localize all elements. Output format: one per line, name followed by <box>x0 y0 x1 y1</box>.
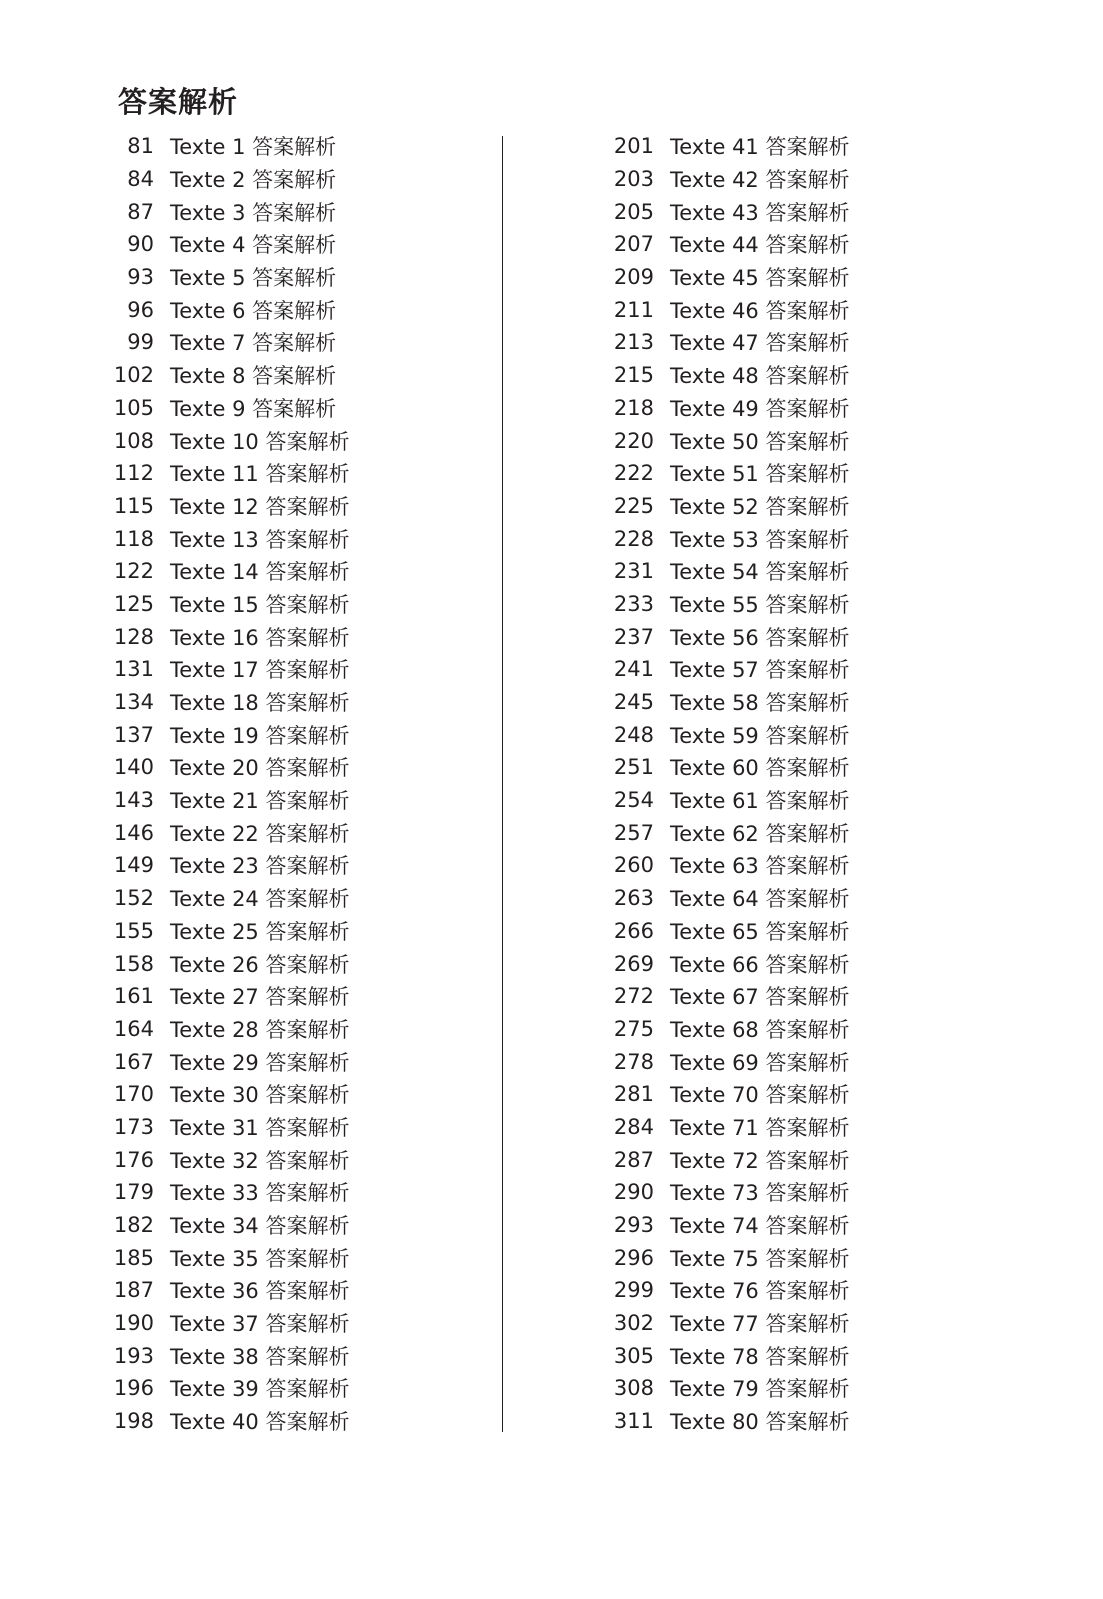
toc-left-column <box>112 130 412 1438</box>
toc-page-number: 131 <box>113 657 154 682</box>
toc-entry-label: Texte 46 答案解析 <box>670 298 850 323</box>
toc-entry-label: Texte 51 答案解析 <box>670 462 850 487</box>
toc-entry[interactable] <box>612 915 912 948</box>
toc-entry[interactable] <box>612 163 912 196</box>
toc-page-number: 128 <box>113 624 154 649</box>
toc-entry-label: Texte 72 答案解析 <box>670 1148 850 1173</box>
toc-page-number: 254 <box>613 788 654 813</box>
toc-entry[interactable] <box>612 555 912 588</box>
toc-entry[interactable] <box>112 1176 412 1209</box>
toc-entry[interactable] <box>112 130 412 163</box>
toc-entry-label: Texte 8 答案解析 <box>170 364 337 389</box>
toc-right-column <box>612 130 912 1438</box>
toc-page-number: 90 <box>127 232 154 257</box>
toc-entry-label: Texte 71 答案解析 <box>670 1115 850 1140</box>
toc-entry-label: Texte 55 答案解析 <box>670 592 850 617</box>
toc-entry-label: Texte 25 答案解析 <box>170 919 350 944</box>
toc-page-number: 158 <box>113 951 154 976</box>
toc-entry-label: Texte 64 答案解析 <box>670 887 850 912</box>
toc-page-number: 149 <box>113 853 154 878</box>
toc-page-number: 81 <box>127 134 154 159</box>
toc-entry-label: Texte 6 答案解析 <box>170 298 337 323</box>
toc-entry-label: Texte 7 答案解析 <box>170 331 337 356</box>
toc-entry-label: Texte 30 答案解析 <box>170 1083 350 1108</box>
toc-page-number: 228 <box>613 526 654 551</box>
toc-entry-label: Texte 39 答案解析 <box>170 1377 350 1402</box>
toc-entry-label: Texte 70 答案解析 <box>670 1083 850 1108</box>
toc-entry-label: Texte 10 答案解析 <box>170 429 350 454</box>
toc-page-number: 263 <box>613 886 654 911</box>
toc-entry-label: Texte 35 答案解析 <box>170 1246 350 1271</box>
toc-page-number: 269 <box>613 951 654 976</box>
toc-entry[interactable] <box>612 784 912 817</box>
toc-page-number: 241 <box>613 657 654 682</box>
toc-entry-label: Texte 9 答案解析 <box>170 396 337 421</box>
toc-entry-label: Texte 26 答案解析 <box>170 952 350 977</box>
toc-entry-label: Texte 69 答案解析 <box>670 1050 850 1075</box>
toc-entry[interactable] <box>612 424 912 457</box>
toc-entry-label: Texte 27 答案解析 <box>170 985 350 1010</box>
toc-entry[interactable] <box>112 1078 412 1111</box>
toc-entry-label: Texte 21 答案解析 <box>170 789 350 814</box>
toc-page-number: 115 <box>113 493 154 518</box>
toc-page-number: 108 <box>113 428 154 453</box>
toc-entry-label: Texte 80 答案解析 <box>670 1410 850 1435</box>
toc-entry[interactable] <box>112 555 412 588</box>
toc-entry-label: Texte 49 答案解析 <box>670 396 850 421</box>
toc-page-number: 218 <box>613 395 654 420</box>
toc-entry-label: Texte 63 答案解析 <box>670 854 850 879</box>
toc-entry[interactable] <box>612 392 912 425</box>
toc-entry-label: Texte 37 答案解析 <box>170 1312 350 1337</box>
toc-entry-label: Texte 48 答案解析 <box>670 364 850 389</box>
toc-entry[interactable] <box>612 588 912 621</box>
toc-entry-label: Texte 13 答案解析 <box>170 527 350 552</box>
toc-entry-label: Texte 22 答案解析 <box>170 821 350 846</box>
column-divider <box>502 136 503 1432</box>
toc-entry-label: Texte 12 答案解析 <box>170 494 350 519</box>
toc-entry[interactable] <box>112 1143 412 1176</box>
toc-entry[interactable] <box>112 490 412 523</box>
toc-entry-label: Texte 45 答案解析 <box>670 266 850 291</box>
toc-entry[interactable] <box>612 882 912 915</box>
toc-entry-label: Texte 23 答案解析 <box>170 854 350 879</box>
toc-entry-label: Texte 2 答案解析 <box>170 168 337 193</box>
toc-entry-label: Texte 52 答案解析 <box>670 494 850 519</box>
toc-page-number: 122 <box>113 559 154 584</box>
toc-entry-label: Texte 11 答案解析 <box>170 462 350 487</box>
toc-page-number: 176 <box>113 1147 154 1172</box>
toc-page-number: 161 <box>113 984 154 1009</box>
toc-entry[interactable] <box>612 1078 912 1111</box>
toc-entry[interactable] <box>112 882 412 915</box>
toc-entry[interactable] <box>112 1372 412 1405</box>
toc-entry[interactable] <box>612 849 912 882</box>
toc-page-number: 152 <box>113 886 154 911</box>
toc-entry-label: Texte 76 答案解析 <box>670 1279 850 1304</box>
toc-entry[interactable] <box>612 751 912 784</box>
toc-entry[interactable] <box>112 1013 412 1046</box>
toc-entry-label: Texte 15 答案解析 <box>170 592 350 617</box>
toc-page-number: 84 <box>127 167 154 192</box>
toc-page-number: 302 <box>613 1311 654 1336</box>
toc-page-number: 134 <box>113 690 154 715</box>
toc-page-number: 220 <box>613 428 654 453</box>
toc-entry[interactable] <box>112 228 412 261</box>
toc-page-number: 198 <box>113 1409 154 1434</box>
toc-entry-label: Texte 47 答案解析 <box>670 331 850 356</box>
toc-page-number: 143 <box>113 788 154 813</box>
toc-page-number: 305 <box>613 1343 654 1368</box>
toc-entry[interactable] <box>612 457 912 490</box>
toc-entry-label: Texte 50 答案解析 <box>670 429 850 454</box>
toc-entry-label: Texte 33 答案解析 <box>170 1181 350 1206</box>
toc-page-number: 257 <box>613 820 654 845</box>
toc-entry[interactable] <box>612 1405 912 1438</box>
toc-entry[interactable] <box>112 588 412 621</box>
toc-entry-label: Texte 17 答案解析 <box>170 658 350 683</box>
toc-entry[interactable] <box>112 784 412 817</box>
toc-entry[interactable] <box>612 1209 912 1242</box>
toc-page-number: 211 <box>613 297 654 322</box>
toc-page-number: 245 <box>613 690 654 715</box>
toc-page-number: 272 <box>613 984 654 1009</box>
toc-entry[interactable] <box>612 1045 912 1078</box>
toc-entry-label: Texte 79 答案解析 <box>670 1377 850 1402</box>
toc-entry[interactable] <box>612 1111 912 1144</box>
toc-entry-label: Texte 60 答案解析 <box>670 756 850 781</box>
toc-page-number: 308 <box>613 1376 654 1401</box>
toc-entry-label: Texte 19 答案解析 <box>170 723 350 748</box>
toc-entry[interactable] <box>112 326 412 359</box>
toc-entry[interactable] <box>612 1013 912 1046</box>
toc-entry[interactable] <box>612 1274 912 1307</box>
toc-entry[interactable] <box>612 1307 912 1340</box>
toc-page-number: 155 <box>113 918 154 943</box>
toc-page-number: 266 <box>613 918 654 943</box>
toc-page-number: 281 <box>613 1082 654 1107</box>
toc-page-number: 167 <box>113 1049 154 1074</box>
toc-entry[interactable] <box>112 195 412 228</box>
toc-entry-label: Texte 59 答案解析 <box>670 723 850 748</box>
toc-page-number: 146 <box>113 820 154 845</box>
toc-entry[interactable] <box>612 1176 912 1209</box>
toc-entry-label: Texte 43 答案解析 <box>670 200 850 225</box>
toc-entry[interactable] <box>112 849 412 882</box>
toc-entry-label: Texte 1 答案解析 <box>170 135 337 160</box>
toc-entry-label: Texte 32 答案解析 <box>170 1148 350 1173</box>
toc-entry[interactable] <box>612 1339 912 1372</box>
toc-page-number: 275 <box>613 1016 654 1041</box>
toc-entry[interactable] <box>612 620 912 653</box>
toc-page-number: 105 <box>113 395 154 420</box>
toc-entry[interactable] <box>112 1209 412 1242</box>
toc-page-number: 287 <box>613 1147 654 1172</box>
toc-entry[interactable] <box>112 1111 412 1144</box>
toc-entry[interactable] <box>112 1241 412 1274</box>
toc-entry[interactable] <box>612 653 912 686</box>
toc-page-number: 118 <box>113 526 154 551</box>
toc-entry[interactable] <box>112 1045 412 1078</box>
toc-entry-label: Texte 68 答案解析 <box>670 1017 850 1042</box>
toc-page-number: 196 <box>113 1376 154 1401</box>
toc-entry[interactable] <box>612 195 912 228</box>
toc-entry-label: Texte 57 答案解析 <box>670 658 850 683</box>
toc-entry-label: Texte 54 答案解析 <box>670 560 850 585</box>
toc-entry[interactable] <box>612 228 912 261</box>
toc-entry-label: Texte 67 答案解析 <box>670 985 850 1010</box>
toc-entry-label: Texte 44 答案解析 <box>670 233 850 258</box>
toc-page-number: 112 <box>113 461 154 486</box>
toc-entry[interactable] <box>112 653 412 686</box>
toc-page-number: 203 <box>613 167 654 192</box>
toc-page-number: 293 <box>613 1213 654 1238</box>
toc-entry-label: Texte 41 答案解析 <box>670 135 850 160</box>
toc-page-number: 179 <box>113 1180 154 1205</box>
toc-page-number: 311 <box>613 1409 654 1434</box>
toc-page-number: 233 <box>613 591 654 616</box>
toc-page-number: 185 <box>113 1245 154 1270</box>
toc-page-number: 222 <box>613 461 654 486</box>
toc-page-number: 173 <box>113 1114 154 1139</box>
toc-page-number: 248 <box>613 722 654 747</box>
toc-entry[interactable] <box>612 816 912 849</box>
toc-entry[interactable] <box>112 718 412 751</box>
toc-page-number: 251 <box>613 755 654 780</box>
toc-entry-label: Texte 29 答案解析 <box>170 1050 350 1075</box>
toc-entry-label: Texte 24 答案解析 <box>170 887 350 912</box>
toc-entry[interactable] <box>612 522 912 555</box>
toc-page-number: 93 <box>127 265 154 290</box>
toc-page-number: 190 <box>113 1311 154 1336</box>
toc-entry[interactable] <box>112 1307 412 1340</box>
toc-entry[interactable] <box>612 490 912 523</box>
toc-page-number: 296 <box>613 1245 654 1270</box>
toc-page-number: 231 <box>613 559 654 584</box>
toc-entry-label: Texte 5 答案解析 <box>170 266 337 291</box>
toc-entry-label: Texte 74 答案解析 <box>670 1214 850 1239</box>
toc-entry[interactable] <box>112 620 412 653</box>
toc-page-number: 170 <box>113 1082 154 1107</box>
toc-entry-label: Texte 14 答案解析 <box>170 560 350 585</box>
toc-entry[interactable] <box>112 980 412 1013</box>
toc-page-number: 137 <box>113 722 154 747</box>
toc-entry[interactable] <box>112 751 412 784</box>
toc-entry[interactable] <box>112 359 412 392</box>
toc-entry[interactable] <box>112 261 412 294</box>
toc-entry-label: Texte 58 答案解析 <box>670 691 850 716</box>
toc-entry[interactable] <box>612 947 912 980</box>
toc-page-number: 205 <box>613 199 654 224</box>
toc-entry-label: Texte 20 答案解析 <box>170 756 350 781</box>
toc-entry[interactable] <box>612 1143 912 1176</box>
toc-entry-label: Texte 77 答案解析 <box>670 1312 850 1337</box>
toc-entry[interactable] <box>112 1274 412 1307</box>
toc-entry[interactable] <box>112 686 412 719</box>
toc-page-number: 164 <box>113 1016 154 1041</box>
toc-page-number: 215 <box>613 363 654 388</box>
toc-page-number: 125 <box>113 591 154 616</box>
toc-page-number: 278 <box>613 1049 654 1074</box>
toc-page-number: 140 <box>113 755 154 780</box>
page-title: 答案解析 <box>118 85 239 119</box>
toc-entry[interactable] <box>612 686 912 719</box>
toc-page-number: 225 <box>613 493 654 518</box>
toc-entry[interactable] <box>612 293 912 326</box>
toc-page-number: 193 <box>113 1343 154 1368</box>
toc-entry[interactable] <box>112 293 412 326</box>
toc-entry-label: Texte 31 答案解析 <box>170 1115 350 1140</box>
toc-page-number: 284 <box>613 1114 654 1139</box>
toc-entry[interactable] <box>112 1405 412 1438</box>
toc-entry-label: Texte 36 答案解析 <box>170 1279 350 1304</box>
toc-page-number: 213 <box>613 330 654 355</box>
toc-entry-label: Texte 78 答案解析 <box>670 1344 850 1369</box>
toc-page-number: 207 <box>613 232 654 257</box>
toc-page-number: 87 <box>127 199 154 224</box>
toc-page-number: 102 <box>113 363 154 388</box>
toc-page-number: 299 <box>613 1278 654 1303</box>
toc-entry[interactable] <box>612 130 912 163</box>
toc-entry[interactable] <box>112 392 412 425</box>
toc-entry-label: Texte 38 答案解析 <box>170 1344 350 1369</box>
toc-entry-label: Texte 62 答案解析 <box>670 821 850 846</box>
toc-entry-label: Texte 75 答案解析 <box>670 1246 850 1271</box>
toc-entry-label: Texte 16 答案解析 <box>170 625 350 650</box>
toc-page-number: 209 <box>613 265 654 290</box>
toc-entry-label: Texte 28 答案解析 <box>170 1017 350 1042</box>
toc-entry[interactable] <box>112 947 412 980</box>
toc-entry-label: Texte 56 答案解析 <box>670 625 850 650</box>
toc-entry[interactable] <box>112 1339 412 1372</box>
toc-entry-label: Texte 61 答案解析 <box>670 789 850 814</box>
toc-entry-label: Texte 18 答案解析 <box>170 691 350 716</box>
toc-page-number: 99 <box>127 330 154 355</box>
toc-page-number: 201 <box>613 134 654 159</box>
toc-entry[interactable] <box>112 522 412 555</box>
toc-entry-label: Texte 53 答案解析 <box>670 527 850 552</box>
toc-entry[interactable] <box>612 1241 912 1274</box>
toc-entry-label: Texte 34 答案解析 <box>170 1214 350 1239</box>
toc-entry-label: Texte 42 答案解析 <box>670 168 850 193</box>
toc-entry[interactable] <box>612 980 912 1013</box>
toc-entry[interactable] <box>612 261 912 294</box>
toc-page-number: 290 <box>613 1180 654 1205</box>
toc-entry[interactable] <box>612 1372 912 1405</box>
toc-page-number: 237 <box>613 624 654 649</box>
toc-entry[interactable] <box>112 816 412 849</box>
toc-entry-label: Texte 40 答案解析 <box>170 1410 350 1435</box>
toc-entry[interactable] <box>112 457 412 490</box>
toc-entry[interactable] <box>112 424 412 457</box>
toc-entry-label: Texte 73 答案解析 <box>670 1181 850 1206</box>
toc-entry[interactable] <box>112 163 412 196</box>
toc-entry-label: Texte 66 答案解析 <box>670 952 850 977</box>
toc-entry-label: Texte 65 答案解析 <box>670 919 850 944</box>
toc-page-number: 187 <box>113 1278 154 1303</box>
toc-entry-label: Texte 4 答案解析 <box>170 233 337 258</box>
toc-entry[interactable] <box>112 915 412 948</box>
toc-entry[interactable] <box>612 359 912 392</box>
toc-page-number: 260 <box>613 853 654 878</box>
toc-page-number: 182 <box>113 1213 154 1238</box>
toc-entry[interactable] <box>612 326 912 359</box>
toc-page-number: 96 <box>127 297 154 322</box>
toc-entry[interactable] <box>612 718 912 751</box>
toc-entry-label: Texte 3 答案解析 <box>170 200 337 225</box>
